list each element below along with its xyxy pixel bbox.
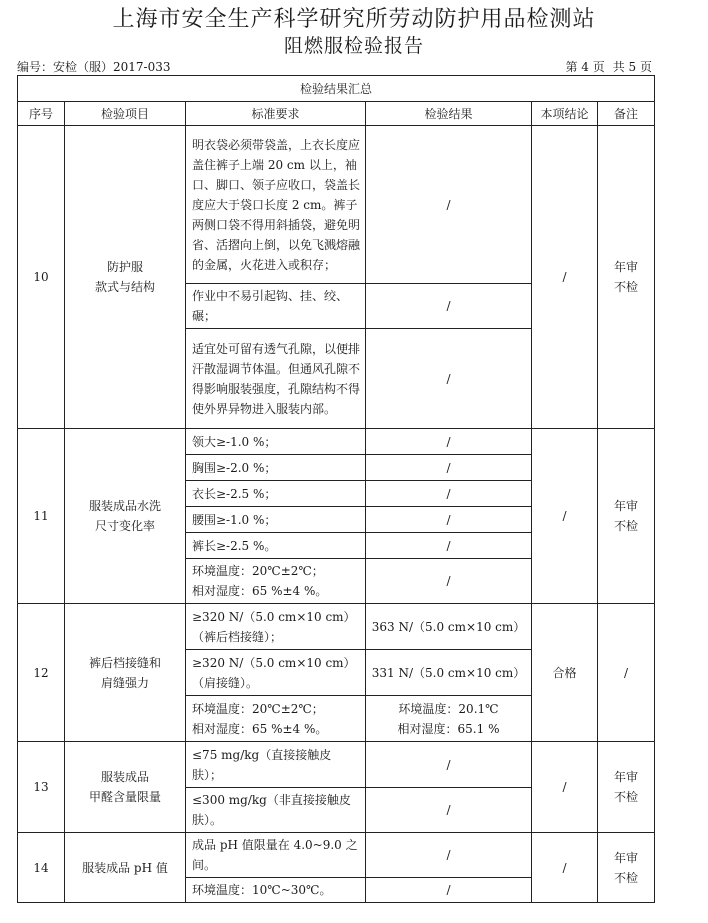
standard-requirement: 环境温度：10℃~30℃。 (186, 878, 366, 903)
remark: 年审 不检 (598, 742, 655, 833)
table-row (18, 429, 655, 455)
col-header-standard: 标准要求 (186, 102, 366, 126)
standard-requirement: ≤75 mg/kg（直接接触皮肤）； (186, 742, 366, 788)
header-row (18, 102, 655, 126)
test-result: / (366, 329, 532, 429)
col-header-result: 检验结果 (366, 102, 532, 126)
remark: 年审 不检 (598, 833, 655, 903)
test-result: / (366, 878, 532, 903)
table-row (18, 604, 655, 650)
remark: 年审 不检 (598, 429, 655, 604)
standard-requirement: 成品 pH 值限量在 4.0~9.0 之间。 (186, 833, 366, 878)
item-conclusion: / (532, 833, 598, 903)
standard-requirement: 明衣袋必须带袋盖，上衣长度应盖住裤子上端 20 cm 以上，袖口、脚口、领子应收口，袋盖长度应大于袋口长度 2 cm。裤子两侧口袋不得用斜插袋，避免明省、活摺向上倒，以免飞溅熔融的金属，火花进入或积存； (186, 126, 366, 284)
page-current: 第 4 页 (565, 60, 605, 74)
report-number: 编号：安检（服）2017-033 (17, 60, 171, 74)
report-title: 阻燃服检验报告 (283, 35, 424, 57)
table-row (18, 833, 655, 878)
standard-requirement: 环境温度：20℃±2℃； 相对湿度：65 %±4 %。 (186, 559, 366, 604)
test-item: 防护服 款式与结构 (65, 126, 186, 429)
standard-requirement: 腰围≥-1.0 %； (186, 507, 366, 533)
test-result: / (366, 455, 532, 481)
test-result: / (366, 126, 532, 284)
col-header-conclusion: 本项结论 (532, 102, 598, 126)
standard-requirement: 领大≥-1.0 %； (186, 429, 366, 455)
table-row (18, 742, 655, 788)
test-result: 363 N/（5.0 cm×10 cm） (366, 604, 532, 650)
remark: 年审 不检 (598, 126, 655, 429)
item-conclusion: / (532, 126, 598, 429)
remark: / (598, 604, 655, 742)
test-result: / (366, 429, 532, 455)
standard-requirement: 胸围≥-2.0 %； (186, 455, 366, 481)
col-header-no: 序号 (18, 102, 65, 126)
standard-requirement: 作业中不易引起钩、挂、绞、碾； (186, 284, 366, 329)
test-result: / (366, 788, 532, 833)
test-result: 331 N/（5.0 cm×10 cm） (366, 650, 532, 696)
test-result: / (366, 481, 532, 507)
item-number: 11 (18, 429, 65, 604)
test-item: 裤后档接缝和 肩缝强力 (65, 604, 186, 742)
results-table (17, 75, 655, 903)
test-item: 服装成品 pH 值 (65, 833, 186, 903)
standard-requirement: 适宜处可留有透气孔隙，以便排汗散湿调节体温。但通风孔隙不得影响服装强度，孔隙结构不得使外界异物进入服装内部。 (186, 329, 366, 429)
test-result: / (366, 559, 532, 604)
page-indicator (557, 58, 652, 75)
test-result: / (366, 507, 532, 533)
standard-requirement: 环境温度：20℃±2℃； 相对湿度：65 %±4 %。 (186, 696, 366, 742)
report-org-title: 上海市安全生产科学研究所劳动防护用品检测站 (112, 7, 596, 32)
test-item: 服装成品水洗 尺寸变化率 (65, 429, 186, 604)
summary-heading: 检验结果汇总 (18, 76, 655, 102)
item-number: 12 (18, 604, 65, 742)
test-result: / (366, 284, 532, 329)
standard-requirement: ≥320 N/（5.0 cm×10 cm） （肩接缝）。 (186, 650, 366, 696)
standard-requirement: ≥320 N/（5.0 cm×10 cm） （裤后档接缝）； (186, 604, 366, 650)
standard-requirement: 衣长≥-2.5 %； (186, 481, 366, 507)
standard-requirement: 裤长≥-2.5 %。 (186, 533, 366, 559)
test-result: / (366, 742, 532, 788)
standard-requirement: ≤300 mg/kg（非直接接触皮肤）。 (186, 788, 366, 833)
item-number: 10 (18, 126, 65, 429)
page-total: 共 5 页 (612, 60, 652, 74)
col-header-item: 检验项目 (65, 102, 186, 126)
item-number: 14 (18, 833, 65, 903)
table-row (18, 126, 655, 284)
test-result: / (366, 533, 532, 559)
item-conclusion: / (532, 742, 598, 833)
test-item: 服装成品 甲醛含量限量 (65, 742, 186, 833)
test-result: / (366, 833, 532, 878)
item-conclusion: 合格 (532, 604, 598, 742)
test-result: 环境温度：20.1℃ 相对湿度：65.1 % (366, 696, 532, 742)
item-conclusion: / (532, 429, 598, 604)
col-header-note: 备注 (598, 102, 655, 126)
item-number: 13 (18, 742, 65, 833)
